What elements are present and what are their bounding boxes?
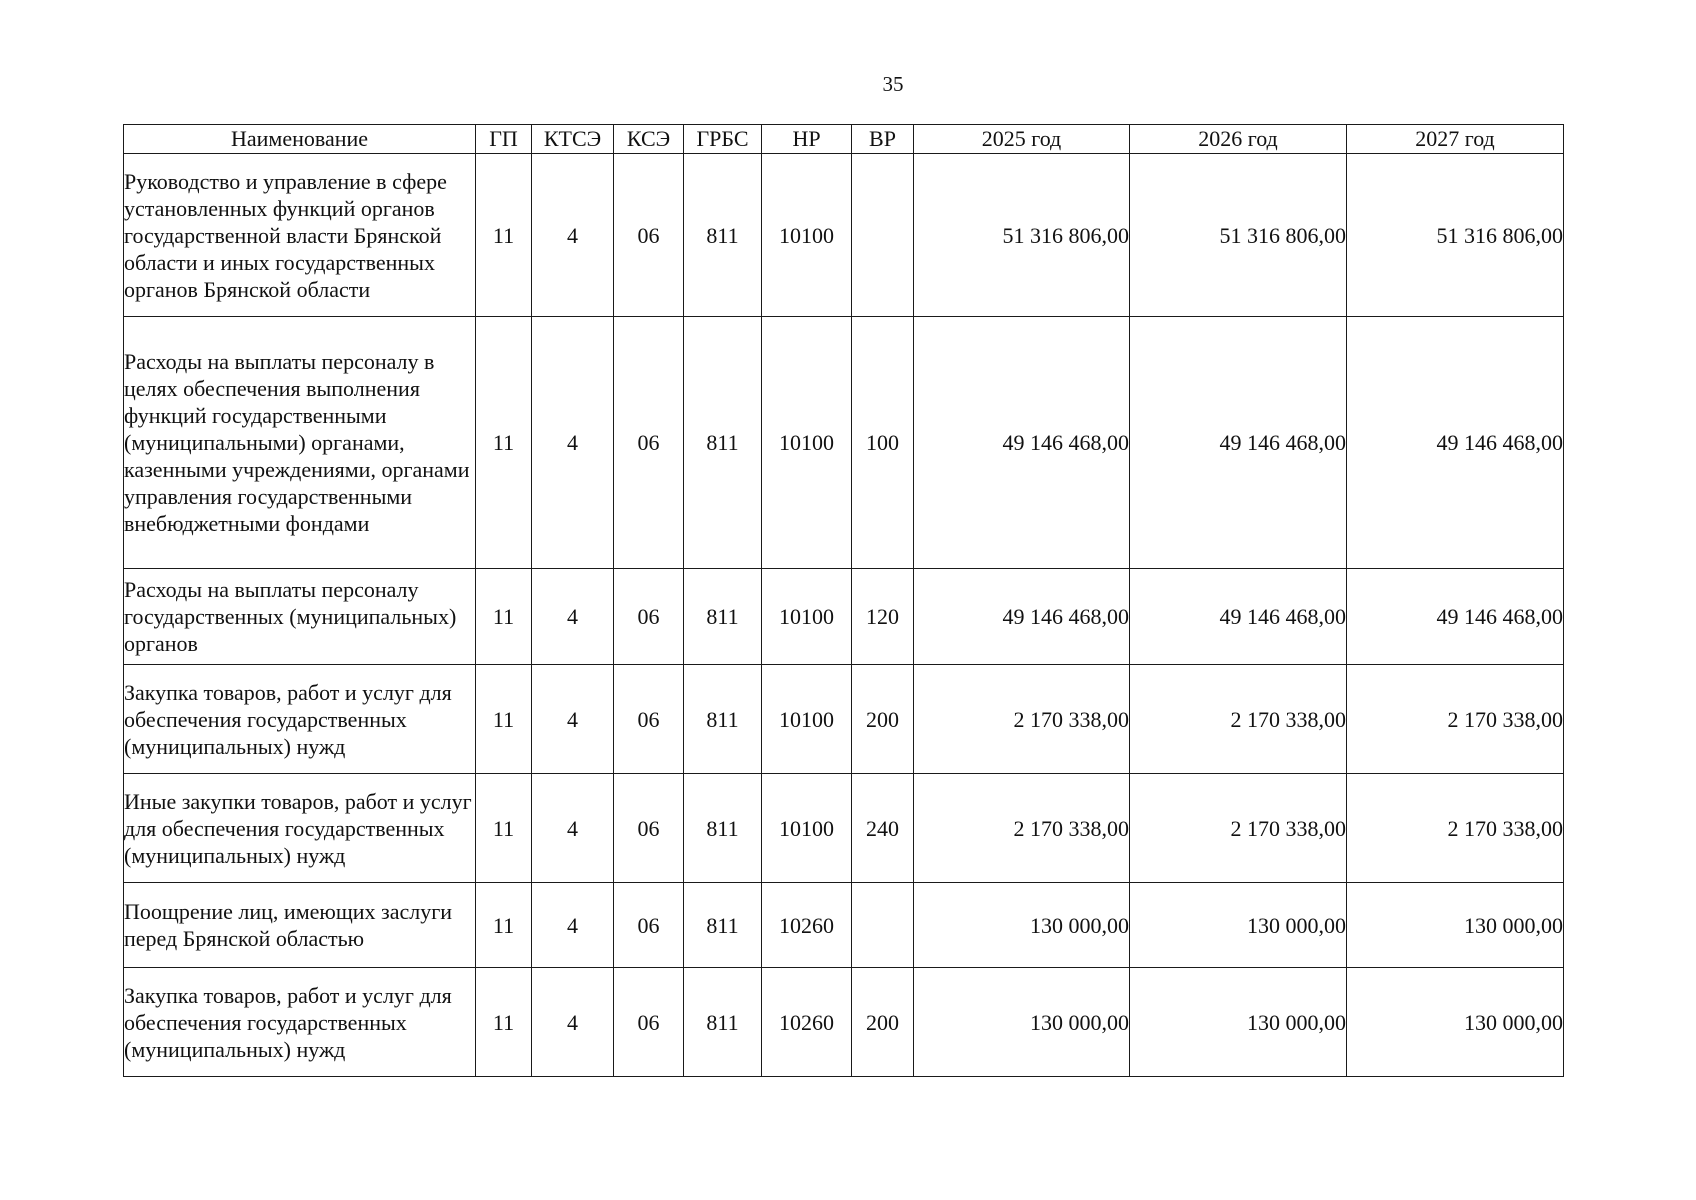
row-grbs: 811 [684,154,762,317]
header-name: Наименование [124,125,476,154]
row-grbs: 811 [684,665,762,774]
row-amount-2026: 130 000,00 [1130,968,1347,1077]
table-row [124,774,1564,883]
row-ktse: 4 [532,968,614,1077]
row-grbs: 811 [684,883,762,968]
row-amount-2025: 51 316 806,00 [914,154,1130,317]
row-ktse: 4 [532,569,614,665]
row-amount-2025: 2 170 338,00 [914,774,1130,883]
row-kse: 06 [614,774,684,883]
page-number: 35 [882,72,904,96]
row-grbs: 811 [684,968,762,1077]
row-nr: 10100 [762,569,852,665]
row-nr: 10100 [762,774,852,883]
row-vr: 240 [852,774,914,883]
row-amount-2027: 2 170 338,00 [1347,665,1564,774]
row-name: Поощрение лиц, имеющих заслуги перед Брянской областью [124,883,476,968]
header-grbs: ГРБС [684,125,762,154]
header-2027: 2027 год [1347,125,1564,154]
row-gp: 11 [476,317,532,569]
header-row [124,125,1564,154]
row-amount-2027: 130 000,00 [1347,968,1564,1077]
row-ktse: 4 [532,665,614,774]
row-gp: 11 [476,569,532,665]
row-nr: 10100 [762,665,852,774]
row-grbs: 811 [684,774,762,883]
row-amount-2027: 51 316 806,00 [1347,154,1564,317]
row-nr: 10260 [762,968,852,1077]
row-amount-2027: 49 146 468,00 [1347,317,1564,569]
budget-table [123,124,1564,1077]
row-ktse: 4 [532,774,614,883]
row-gp: 11 [476,774,532,883]
row-gp: 11 [476,154,532,317]
row-amount-2027: 49 146 468,00 [1347,569,1564,665]
row-amount-2025: 49 146 468,00 [914,569,1130,665]
header-gp: ГП [476,125,532,154]
row-amount-2026: 51 316 806,00 [1130,154,1347,317]
row-amount-2026: 2 170 338,00 [1130,665,1347,774]
row-grbs: 811 [684,317,762,569]
row-kse: 06 [614,317,684,569]
row-name: Закупка товаров, работ и услуг для обеспечения государственных (муниципальных) нужд [124,968,476,1077]
header-2026: 2026 год [1130,125,1347,154]
row-gp: 11 [476,665,532,774]
table-row [124,569,1564,665]
row-vr: 100 [852,317,914,569]
row-kse: 06 [614,665,684,774]
row-amount-2025: 130 000,00 [914,968,1130,1077]
row-amount-2026: 49 146 468,00 [1130,317,1347,569]
header-vr: ВР [852,125,914,154]
header-nr: НР [762,125,852,154]
row-nr: 10100 [762,154,852,317]
row-vr [852,154,914,317]
row-name: Расходы на выплаты персоналу государственных (муниципальных) органов [124,569,476,665]
table-row [124,968,1564,1077]
row-amount-2026: 2 170 338,00 [1130,774,1347,883]
row-gp: 11 [476,968,532,1077]
row-kse: 06 [614,569,684,665]
row-ktse: 4 [532,154,614,317]
table-row [124,317,1564,569]
row-amount-2025: 130 000,00 [914,883,1130,968]
table-row [124,883,1564,968]
row-name: Расходы на выплаты персоналу в целях обеспечения выполнения функций государственными (муниципальными) органами, казенными учреждениями, органами управления государственными внебюджетными фондами [124,317,476,569]
row-amount-2026: 130 000,00 [1130,883,1347,968]
row-vr: 200 [852,665,914,774]
table-row [124,665,1564,774]
row-amount-2027: 130 000,00 [1347,883,1564,968]
header-kse: КСЭ [614,125,684,154]
row-amount-2026: 49 146 468,00 [1130,569,1347,665]
header-ktse: КТСЭ [532,125,614,154]
row-kse: 06 [614,883,684,968]
row-amount-2025: 2 170 338,00 [914,665,1130,774]
row-amount-2025: 49 146 468,00 [914,317,1130,569]
row-kse: 06 [614,154,684,317]
header-2025: 2025 год [914,125,1130,154]
row-gp: 11 [476,883,532,968]
row-ktse: 4 [532,883,614,968]
row-amount-2027: 2 170 338,00 [1347,774,1564,883]
row-name: Руководство и управление в сфере установленных функций органов государственной власти Брянской области и иных государственных органов Брянской области [124,154,476,317]
row-grbs: 811 [684,569,762,665]
row-vr [852,883,914,968]
row-name: Иные закупки товаров, работ и услуг для обеспечения государственных (муниципальных) нужд [124,774,476,883]
table-row [124,154,1564,317]
row-vr: 120 [852,569,914,665]
row-vr: 200 [852,968,914,1077]
row-nr: 10260 [762,883,852,968]
row-ktse: 4 [532,317,614,569]
row-name: Закупка товаров, работ и услуг для обеспечения государственных (муниципальных) нужд [124,665,476,774]
row-nr: 10100 [762,317,852,569]
row-kse: 06 [614,968,684,1077]
